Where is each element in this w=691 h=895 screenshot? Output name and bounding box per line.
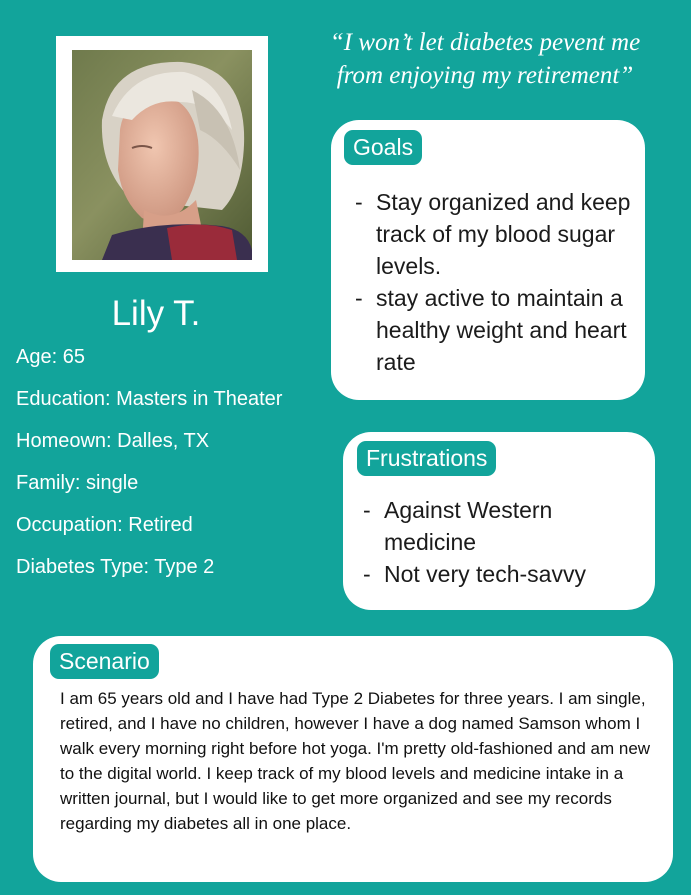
attribute-age: Age: 65 [16, 346, 85, 368]
frustrations-card [343, 432, 655, 610]
attribute-occupation: Occupation: Retired [16, 514, 193, 536]
goals-heading: Goals [344, 130, 422, 165]
goal-item: - stay active to maintain a healthy weight and heart rate [355, 282, 635, 378]
goal-item: - Stay organized and keep track of my blood sugar levels. [355, 186, 635, 282]
persona-photo-frame [56, 36, 268, 272]
goals-card [331, 120, 645, 400]
quote-line-2: from enjoying my retirement” [336, 62, 634, 89]
persona-photo [72, 50, 252, 260]
frustrations-heading: Frustrations [357, 441, 496, 476]
scenario-heading: Scenario [50, 644, 159, 679]
frustration-item: - Not very tech-savvy [363, 558, 648, 590]
frustrations-list [363, 494, 648, 590]
attribute-diabetes-type: Diabetes Type: Type 2 [16, 556, 215, 578]
attribute-education: Education: Masters in Theater [16, 388, 283, 410]
scenario-text: I am 65 years old and I have had Type 2 Diabetes for three years. I am single, retired, and I have no children, however I have a dog named Samson whom I walk every morning right before hot yoga. I'm pretty old-fashioned and am new to the digital world. I keep track of my blood levels and medicine intake in a written journal, but I would like to get more organized and see my records regarding my diabetes all in one place. [60, 689, 651, 833]
quote-line-1: “I won’t let diabetes pevent me [329, 29, 641, 56]
frustration-item: - Against Western medicine [363, 494, 648, 558]
persona-name: Lily T. [111, 294, 201, 333]
persona-attributes [16, 338, 282, 590]
attribute-family: Family: single [16, 472, 139, 494]
persona-quote [300, 26, 670, 92]
goals-list [355, 186, 635, 378]
scenario-card [33, 636, 673, 882]
attribute-hometown: Homeown: Dalles, TX [16, 430, 210, 452]
